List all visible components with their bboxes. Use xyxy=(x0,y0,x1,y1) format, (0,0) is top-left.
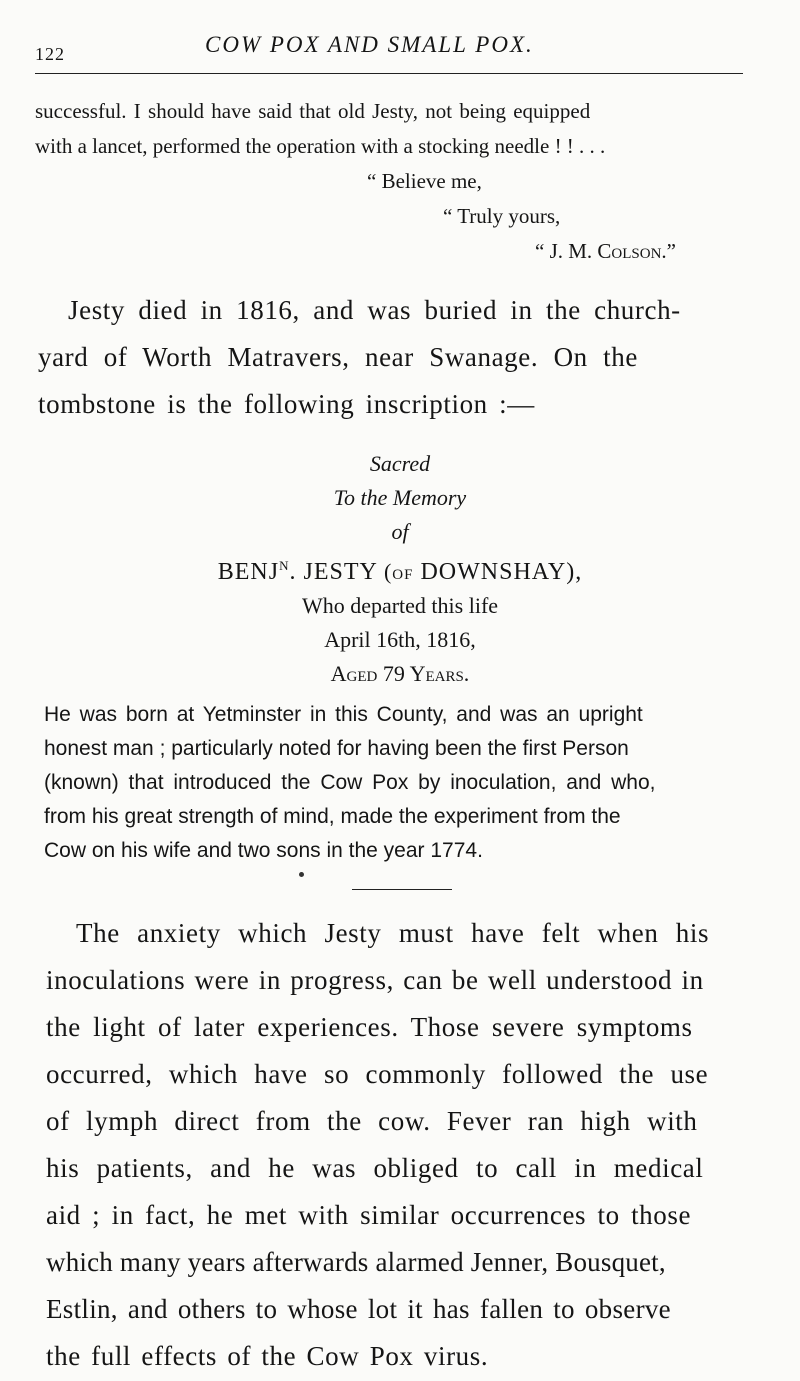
paragraph-line: The anxiety which Jesty must have felt when his xyxy=(76,918,710,948)
inscription-of: of xyxy=(391,519,409,544)
signature-name: Colson.” xyxy=(597,239,677,263)
inscription-name xyxy=(0,549,800,589)
paragraph-line: the full effects of the Cow Pox virus. xyxy=(46,1341,489,1371)
letter-excerpt xyxy=(35,94,760,263)
epitaph-line: Cow on his wife and two sons in the year 1774. xyxy=(44,839,483,862)
paragraph-line: Estlin, and others to whose lot it has fallen to observe xyxy=(46,1294,671,1324)
letter-line: with a lancet, performed the operation with a stocking needle ! ! . . . xyxy=(35,134,606,158)
epitaph-line: He was born at Yetminster in this County, and was an upright xyxy=(44,703,643,726)
paragraph-line: tombstone is the following inscription :— xyxy=(38,389,535,419)
epitaph-line: (known) that introduced the Cow Pox by inoculation, and who, xyxy=(44,771,656,794)
inscription-departed: Who departed this life xyxy=(301,593,499,618)
name-main: BENJ xyxy=(217,559,280,585)
paragraph-line: which many years afterwards alarmed Jenner, Bousquet, xyxy=(46,1247,666,1277)
name-rest: . JESTY xyxy=(289,559,377,585)
section-divider xyxy=(352,889,452,890)
page-number: 122 xyxy=(35,44,65,64)
paragraph-line: his patients, and he was obliged to call in medical xyxy=(46,1153,704,1183)
paragraph-line: yard of Worth Matravers, near Swanage. On the xyxy=(38,342,638,372)
name-superscript: N xyxy=(279,558,290,573)
inscription-memory: To the Memory xyxy=(333,485,467,510)
letter-signature xyxy=(535,234,676,269)
paragraph-line: Jesty died in 1816, and was buried in the church- xyxy=(68,295,681,325)
letter-closing: “ Believe me, xyxy=(367,169,482,193)
signature-initials: “ J. M. xyxy=(535,239,593,263)
paragraph-line: aid ; in fact, he met with similar occurrences to those xyxy=(46,1200,692,1230)
paragraph-line: the light of later experiences. Those severe symptoms xyxy=(46,1012,693,1042)
paragraph-line: occurred, which have so commonly followed the use xyxy=(46,1059,709,1089)
epitaph-text xyxy=(44,698,764,868)
epitaph-line: from his great strength of mind, made the experiment from the xyxy=(44,805,621,828)
letter-closing: “ Truly yours, xyxy=(443,204,561,228)
name-place: DOWNSHAY), xyxy=(420,559,583,585)
paragraph-jesty-burial xyxy=(38,287,753,428)
epitaph-line: honest man ; particularly noted for having been the first Person xyxy=(44,737,629,760)
ink-speck xyxy=(299,872,304,877)
paragraph-line: of lymph direct from the cow. Fever ran high with xyxy=(46,1106,698,1136)
header-rule xyxy=(35,73,743,74)
page-header xyxy=(35,30,745,70)
inscription-age: Aged 79 Years. xyxy=(330,661,470,686)
running-title: COW POX AND SMALL POX. xyxy=(205,32,534,57)
paragraph-anxiety xyxy=(46,910,761,1380)
name-of: (of xyxy=(383,559,414,584)
tombstone-inscription xyxy=(0,447,800,691)
inscription-sacred: Sacred xyxy=(369,451,431,476)
inscription-date: April 16th, 1816, xyxy=(324,627,476,652)
letter-line: successful. I should have said that old Jesty, not being equipped xyxy=(35,99,591,123)
paragraph-line: inoculations were in progress, can be well understood in xyxy=(46,965,704,995)
